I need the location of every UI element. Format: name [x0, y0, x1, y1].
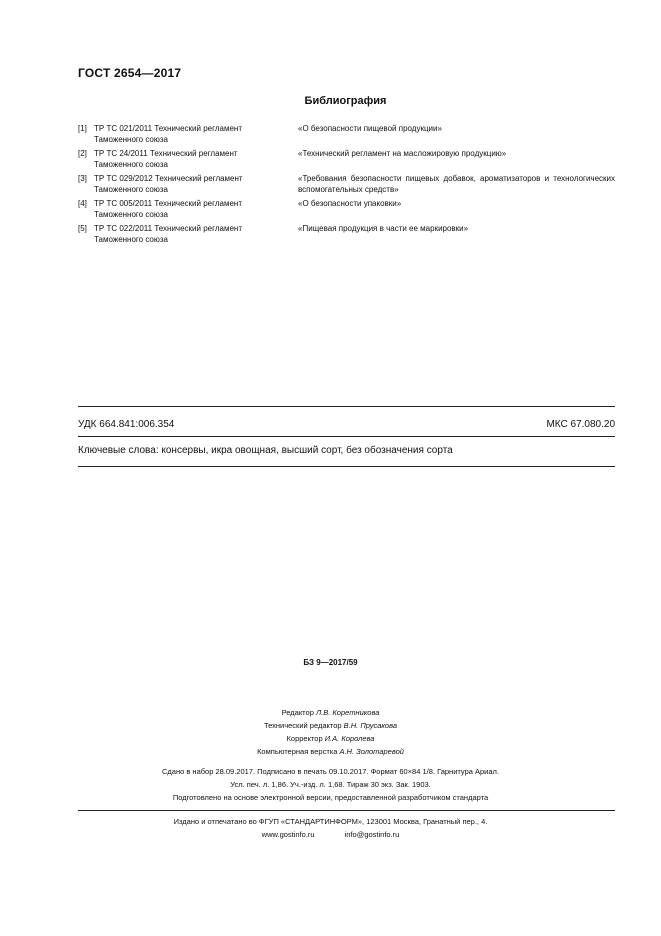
publication-line-3: Подготовлено на основе электронной версии, предоставленной разработчиком стандарта: [172, 793, 489, 802]
bibliography-item-document: [94, 173, 294, 195]
imprint: [0, 815, 661, 841]
bibliography-item-number: [1]: [78, 124, 87, 133]
tech-editor-name: В.Н. Прусакова: [343, 721, 398, 730]
staff-credits: [0, 706, 661, 758]
bibliography-title: [0, 95, 661, 107]
bibliography-item-title: «Требования безопасности пищевых добавок, ароматизаторов и технологических вспомогательных средств»: [298, 174, 615, 194]
bibliography-item: [78, 198, 615, 220]
bibliography-item-number: [5]: [78, 224, 87, 233]
bibliography-list: [78, 123, 615, 248]
udk-code: УДК 664.841:006.354: [78, 419, 175, 430]
imprint-contacts: [0, 828, 661, 841]
document-line-1: ТР ТС 029/2012 Технический регламент: [94, 174, 243, 183]
publication-line-2: Усл. печ. л. 1,86. Уч.-изд. л. 1,68. Тираж 30 экз. Зак. 1903.: [230, 780, 431, 789]
website-link[interactable]: www.gostinfo.ru: [261, 830, 315, 839]
publication-line-1: Сдано в набор 28.09.2017. Подписано в печать 09.10.2017. Формат 60×84 1/8. Гарнитура Ариал.: [162, 767, 499, 776]
bibliography-title-text: Библиография: [304, 95, 387, 107]
keywords: Ключевые слова: консервы, икра овощная, высший сорт, без обозначения сорта: [78, 445, 453, 456]
email-link[interactable]: info@gostinfo.ru: [344, 830, 400, 839]
editor-name: Л.В. Коретникова: [315, 708, 380, 717]
layout-name: А.Н. Золотаревой: [339, 747, 404, 756]
document-line-2: Таможенного союза: [94, 185, 168, 194]
mks-code: МКС 67.080.20: [546, 419, 615, 430]
middle-divider: [78, 436, 615, 437]
publication-info: [0, 765, 661, 804]
bibliography-item-title: «Пищевая продукция в части ее маркировки»: [298, 224, 469, 233]
document-line-2: Таможенного союза: [94, 210, 168, 219]
standard-header: ГОСТ 2654—2017: [78, 66, 182, 80]
editor-line: Редактор Л.В. Коретникова: [281, 708, 380, 717]
document-line-2: Таможенного союза: [94, 160, 168, 169]
bibliography-item-number: [4]: [78, 199, 87, 208]
bibliography-item: [78, 173, 615, 195]
document-line-1: ТР ТС 005/2011 Технический регламент: [94, 199, 242, 208]
bibliography-item-number: [3]: [78, 174, 87, 183]
document-line-2: Таможенного союза: [94, 135, 168, 144]
tech-editor-line: Технический редактор В.Н. Прусакова: [263, 721, 398, 730]
bibliography-item-document: [94, 223, 294, 245]
imprint-divider: [78, 810, 615, 811]
document-line-2: Таможенного союза: [94, 235, 168, 244]
bibliography-item-title: «О безопасности пищевой продукции»: [298, 124, 442, 133]
imprint-publisher: Издано и отпечатано во ФГУП «СТАНДАРТИНФОРМ», 123001 Москва, Гранатный пер., 4.: [173, 817, 488, 826]
bz-number: БЗ 9—2017/59: [303, 658, 358, 667]
top-divider: [78, 406, 615, 407]
corrector-line: Корректор И.А. Королева: [286, 734, 375, 743]
document-line-1: ТР ТС 021/2011 Технический регламент: [94, 124, 242, 133]
bibliography-item-document: [94, 198, 294, 220]
bibliography-item-document: [94, 148, 294, 170]
bibliography-item-document: [94, 123, 294, 145]
bibliography-item-title: «О безопасности упаковки»: [298, 199, 402, 208]
layout-line: Компьютерная верстка А.Н. Золотаревой: [257, 747, 404, 756]
document-line-1: ТР ТС 022/2011 Технический регламент: [94, 224, 242, 233]
bibliography-item: [78, 223, 615, 245]
bibliography-item-number: [2]: [78, 149, 87, 158]
corrector-name: И.А. Королева: [324, 734, 375, 743]
bibliography-item: [78, 123, 615, 145]
bottom-divider: [78, 466, 615, 467]
bibliography-item: [78, 148, 615, 170]
bibliography-item-title: «Технический регламент на масложировую продукцию»: [298, 149, 507, 158]
document-line-1: ТР ТС 24/2011 Технический регламент: [94, 149, 238, 158]
